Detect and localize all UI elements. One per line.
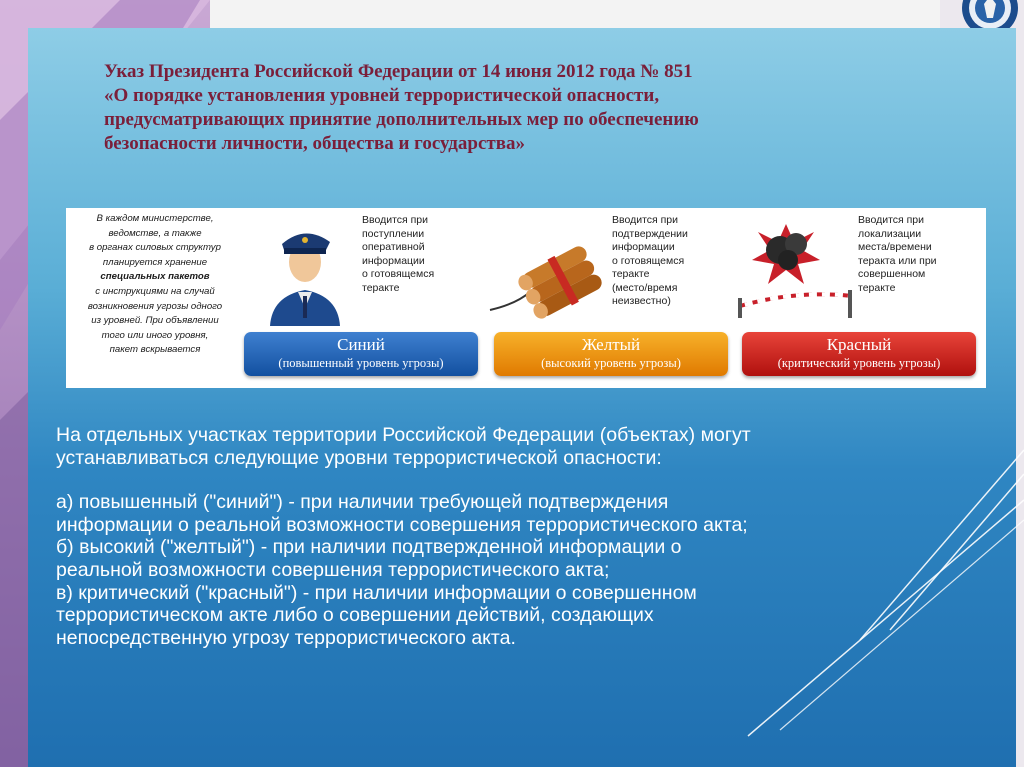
threat-levels-text bbox=[56, 424, 936, 649]
red-level-badge bbox=[742, 332, 976, 376]
desc-line: Вводится при bbox=[858, 214, 924, 226]
desc-line: подтверждении bbox=[612, 227, 688, 240]
desc-line: теракте bbox=[612, 268, 650, 280]
note-line: того или иного уровня, bbox=[101, 329, 209, 341]
red-level-description bbox=[858, 214, 968, 295]
text-line: непосредственную угрозу террористического акта. bbox=[56, 626, 516, 649]
level-name: Желтый bbox=[581, 335, 641, 354]
desc-line: о готовящемся bbox=[612, 254, 685, 267]
note-line: возникновения угрозы одного bbox=[87, 300, 223, 312]
desc-line: Вводится при bbox=[612, 214, 678, 226]
note-line: пакет вскрывается bbox=[109, 344, 201, 356]
note-line: в органах силовых структур bbox=[89, 242, 221, 254]
note-line: планируется хранение bbox=[102, 256, 208, 268]
desc-line: теракта или при bbox=[858, 254, 937, 267]
text-line: На отдельных участках территории Российской Федерации (объектах) могут bbox=[56, 424, 751, 446]
decree-line: Указ Президента Российской Федерации от 14 июня 2012 года № 851 bbox=[104, 61, 693, 82]
yellow-level-description bbox=[612, 214, 722, 309]
policeman-icon bbox=[264, 216, 346, 326]
decree-line: безопасности личности, общества и государства» bbox=[104, 133, 526, 154]
desc-line: совершенном bbox=[858, 268, 926, 280]
text-line: в) критический ("красный") - при наличии информации о совершенном bbox=[56, 581, 697, 604]
desc-line: теракте bbox=[362, 281, 400, 294]
dynamite-icon bbox=[486, 230, 604, 320]
decree-line: предусматривающих принятие дополнительных мер по обеспечению bbox=[104, 109, 699, 130]
desc-line: теракте bbox=[858, 281, 896, 294]
level-subtitle: (повышенный уровень угрозы) bbox=[278, 356, 444, 370]
desc-line: оперативной bbox=[362, 241, 425, 253]
note-line: с инструкциями на случай bbox=[95, 285, 215, 297]
text-line: реальной возможности совершения террористического акта; bbox=[56, 558, 610, 581]
text-line: а) повышенный ("синий") - при наличии требующей подтверждения bbox=[56, 491, 669, 514]
desc-line: места/времени bbox=[858, 241, 932, 253]
yellow-level-badge bbox=[494, 332, 728, 376]
text-line: террористическом акте либо о совершении действий, создающих bbox=[56, 604, 654, 627]
level-subtitle: (критический уровень угрозы) bbox=[777, 356, 941, 370]
desc-line: информации bbox=[612, 241, 675, 253]
level-name: Синий bbox=[337, 335, 385, 354]
threat-levels-infographic bbox=[66, 208, 986, 388]
note-line: из уровней. При объявлении bbox=[91, 315, 219, 327]
desc-line: поступлении bbox=[362, 227, 425, 240]
note-line: специальных пакетов bbox=[100, 271, 210, 283]
desc-line: (место/время bbox=[612, 281, 678, 294]
decree-title bbox=[104, 60, 964, 156]
packets-note bbox=[66, 212, 244, 358]
decree-line: «О порядке установления уровней террористической опасности, bbox=[104, 85, 660, 106]
desc-line: неизвестно) bbox=[612, 295, 671, 307]
level-name: Красный bbox=[826, 335, 892, 354]
desc-line: локализации bbox=[858, 227, 922, 240]
desc-line: о готовящемся bbox=[362, 268, 435, 280]
blue-level-badge bbox=[244, 332, 478, 376]
desc-line: информации bbox=[362, 254, 425, 267]
text-line: информации о реальной возможности совершения террористического акта; bbox=[56, 513, 748, 536]
note-line: В каждом министерстве, bbox=[96, 213, 214, 224]
text-line: б) высокий ("желтый") - при наличии подтвержденной информации о bbox=[56, 536, 682, 559]
text-line: устанавливаться следующие уровни террористической опасности: bbox=[56, 446, 662, 469]
level-subtitle: (высокий уровень угрозы) bbox=[541, 356, 681, 370]
desc-line: Вводится при bbox=[362, 214, 428, 226]
blue-level-description bbox=[362, 214, 472, 295]
note-line: ведомстве, а также bbox=[108, 227, 202, 239]
explosion-icon bbox=[736, 216, 854, 320]
